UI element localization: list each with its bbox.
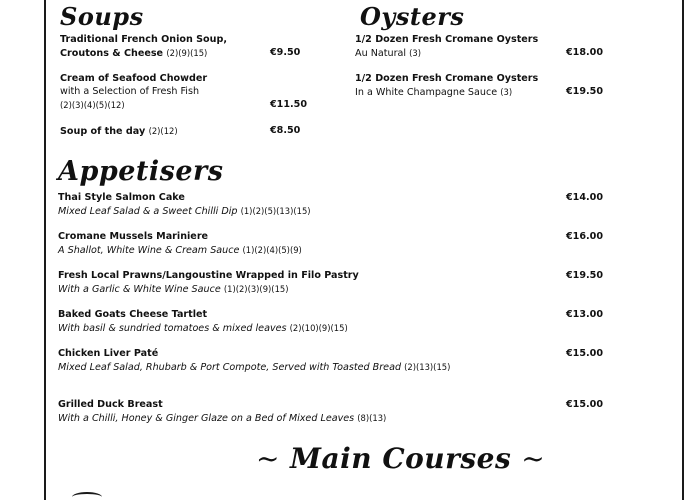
main-courses-heading [246,442,555,475]
oyster-natural-desc-line: Au Natural (3) [355,47,422,59]
appetiser-goats-cheese-allergens: (2)(10)(9)(15) [289,322,348,333]
oyster-natural-name: 1/2 Dozen Fresh Cromane Oysters [355,34,539,45]
appetiser-goats-cheese-name: Baked Goats Cheese Tartlet [58,309,208,320]
appetiser-item-mussels [58,231,538,258]
soup-chowder-name: Cream of Seafood Chowder [60,73,208,84]
soup-chowder-allergens: (2)(3)(4)(5)(12) [60,99,125,110]
oyster-natural-allergens: (3) [409,47,422,58]
oyster-item-natural [355,34,555,61]
appetiser-mussels-allergens: (1)(2)(4)(5)(9) [242,244,302,255]
appetiser-item-goats-cheese [58,309,538,336]
appetiser-prawns-desc-line: With a Garlic & White Wine Sauce (1)(2)(3)(9)(15) [58,283,289,295]
soup-chowder-price: €11.50 [270,99,308,110]
appetiser-goats-cheese-price: €13.00 [566,309,604,320]
soup-item-onion [60,34,260,61]
main-courses-title: Main Courses [289,442,512,475]
appetiser-item-salmon [58,192,538,219]
soup-onion-name: Traditional French Onion Soup, [60,34,227,45]
tilde-left: ~ [256,442,280,475]
soups-heading: Soups [60,2,144,31]
soup-item-day [60,125,265,139]
appetiser-item-duck [58,399,538,426]
oyster-champagne-allergens: (3) [500,86,513,97]
appetiser-salmon-name: Thai Style Salmon Cake [58,192,185,203]
appetiser-salmon-desc-line: Mixed Leaf Salad & a Sweet Chilli Dip (1)(2)(5)(13)(15) [58,205,311,217]
soup-onion-allergens: (2)(9)(15) [166,47,208,58]
appetiser-mussels-name: Cromane Mussels Mariniere [58,231,209,242]
soup-day-price: €8.50 [270,125,301,136]
tilde-right: ~ [521,442,546,475]
appetisers-heading: Appetisers [58,156,224,187]
appetiser-salmon-allergens: (1)(2)(5)(13)(15) [240,205,311,216]
appetiser-pate-desc-line: Mixed Leaf Salad, Rhubarb & Port Compote, Served with Toasted Bread (2)(13)(15) [58,361,451,373]
oyster-champagne-name: 1/2 Dozen Fresh Cromane Oysters [355,73,539,84]
oysters-heading: Oysters [360,2,465,31]
appetiser-mussels-price: €16.00 [566,231,604,242]
appetiser-pate-name: Chicken Liver Paté [58,348,159,359]
appetiser-duck-price: €15.00 [566,399,604,410]
appetiser-salmon-price: €14.00 [566,192,604,203]
oyster-champagne-desc-line: In a White Champagne Sauce (3) [355,86,513,98]
appetiser-duck-allergens: (8)(13) [357,412,387,423]
soup-day-allergens: (2)(12) [148,126,178,136]
soup-item-chowder [60,73,265,112]
appetiser-prawns-name: Fresh Local Prawns/Langoustine Wrapped in Filo Pastry [58,270,359,281]
appetiser-pate-price: €15.00 [566,348,604,359]
appetiser-prawns-allergens: (1)(2)(3)(9)(15) [223,283,289,294]
appetiser-mussels-desc-line: A Shallot, White Wine & Cream Sauce (1)(2)(4)(5)(9) [58,244,302,256]
soup-onion-name-line2: Croutons & Cheese (2)(9)(15) [60,47,208,59]
oyster-item-champagne [355,73,555,100]
soup-chowder-desc: with a Selection of Fresh Fish [60,85,200,97]
appetiser-item-pate [58,348,453,375]
oyster-champagne-price: €19.50 [566,86,604,97]
appetiser-goats-cheese-desc-line: With basil & sundried tomatoes & mixed leaves (2)(10)(9)(15) [58,322,348,334]
appetiser-item-prawns [58,270,548,297]
appetiser-duck-name: Grilled Duck Breast [58,399,163,410]
appetiser-pate-allergens: (2)(13)(15) [404,361,451,372]
next-heading-flourish [72,492,102,500]
soup-day-name-line: Soup of the day (2)(12) [60,126,178,137]
appetiser-duck-desc-line: With a Chilli, Honey & Ginger Glaze on a Bed of Mixed Leaves (8)(13) [58,412,387,424]
appetiser-prawns-price: €19.50 [566,270,604,281]
oyster-natural-price: €18.00 [566,47,604,58]
soup-onion-price: €9.50 [270,47,301,58]
